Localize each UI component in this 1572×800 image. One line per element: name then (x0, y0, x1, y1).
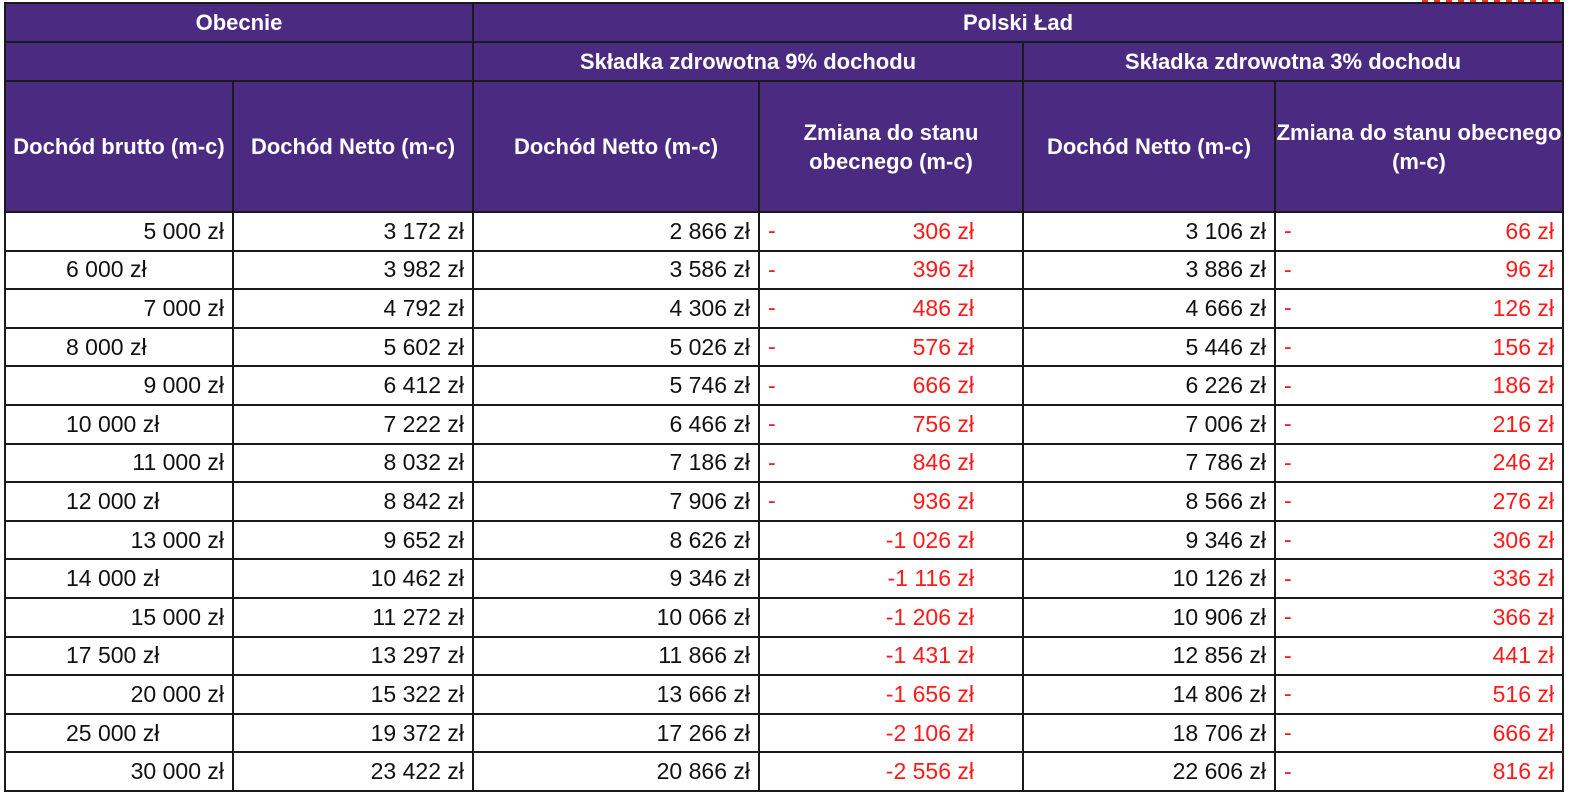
cell-change-3[interactable] (1275, 328, 1563, 367)
cell-change-3[interactable] (1275, 675, 1563, 714)
change-3-value: 336 zł (1492, 565, 1554, 592)
cell-netto-9[interactable]: 11 866 zł (473, 637, 759, 676)
change-9-value: -1 431 zł (885, 642, 974, 669)
cell-netto-current[interactable]: 11 272 zł (233, 598, 473, 637)
minus-sign: - (1284, 217, 1292, 244)
cell-brutto[interactable]: 9 000 zł (5, 366, 233, 405)
minus-sign: - (768, 487, 776, 514)
cell-netto-9[interactable]: 7 186 zł (473, 444, 759, 483)
minus-sign: - (1284, 256, 1292, 283)
change-3-value: 516 zł (1492, 680, 1554, 707)
cell-change-9[interactable] (759, 675, 1023, 714)
change-3-value: 126 zł (1492, 294, 1554, 321)
table-row (5, 521, 1563, 560)
cell-netto-3[interactable]: 3 106 zł (1023, 212, 1275, 251)
cell-change-9[interactable] (759, 482, 1023, 521)
cell-change-3[interactable] (1275, 212, 1563, 251)
cell-netto-current[interactable]: 6 412 zł (233, 366, 473, 405)
cell-brutto[interactable]: 25 000 zł (5, 714, 233, 753)
cell-change-9[interactable] (759, 366, 1023, 405)
change-9-value: -1 656 zł (885, 680, 974, 707)
cell-netto-3[interactable]: 22 606 zł (1023, 752, 1275, 791)
cell-netto-9[interactable]: 8 626 zł (473, 521, 759, 560)
cell-netto-3[interactable]: 9 346 zł (1023, 521, 1275, 560)
cell-netto-current[interactable]: 3 982 zł (233, 251, 473, 290)
cell-change-3[interactable] (1275, 289, 1563, 328)
cell-change-3[interactable] (1275, 444, 1563, 483)
cell-change-9[interactable] (759, 637, 1023, 676)
header-row-2 (5, 42, 1563, 81)
change-3-value: 306 zł (1492, 526, 1554, 553)
cell-brutto[interactable]: 17 500 zł (5, 637, 233, 676)
header-blank (5, 42, 473, 81)
minus-sign: - (1284, 642, 1292, 669)
table-row (5, 444, 1563, 483)
cell-brutto[interactable]: 30 000 zł (5, 752, 233, 791)
minus-sign: - (1284, 719, 1292, 746)
cell-netto-3[interactable]: 7 786 zł (1023, 444, 1275, 483)
col-header-netto-current: Dochód Netto (m-c) (233, 81, 473, 212)
minus-sign: - (1284, 372, 1292, 399)
col-header-netto-3: Dochód Netto (m-c) (1023, 81, 1275, 212)
change-9-value: 936 zł (912, 487, 974, 514)
cell-brutto[interactable]: 5 000 zł (5, 212, 233, 251)
cell-change-3[interactable] (1275, 482, 1563, 521)
cell-brutto[interactable]: 6 000 zł (5, 251, 233, 290)
minus-sign: - (1284, 294, 1292, 321)
col-header-change-3: Zmiana do stanu obecnego (m-c) (1275, 81, 1563, 212)
change-9-value: 756 zł (912, 410, 974, 437)
cell-netto-9[interactable]: 5 026 zł (473, 328, 759, 367)
cell-netto-3[interactable]: 10 126 zł (1023, 559, 1275, 598)
table-row (5, 366, 1563, 405)
change-3-value: 246 zł (1492, 449, 1554, 476)
change-3-value: 96 zł (1505, 256, 1554, 283)
cell-brutto[interactable]: 15 000 zł (5, 598, 233, 637)
cell-netto-9[interactable]: 10 066 zł (473, 598, 759, 637)
minus-sign: - (768, 372, 776, 399)
cell-change-3[interactable] (1275, 521, 1563, 560)
cell-brutto[interactable]: 8 000 zł (5, 328, 233, 367)
change-9-value: 576 zł (912, 333, 974, 360)
header-group-9: Składka zdrowotna 9% dochodu (473, 42, 1023, 81)
cell-netto-9[interactable]: 4 306 zł (473, 289, 759, 328)
change-3-value: 441 zł (1492, 642, 1554, 669)
change-3-value: 156 zł (1492, 333, 1554, 360)
change-3-value: 66 zł (1505, 217, 1554, 244)
minus-sign: - (1284, 526, 1292, 553)
cell-netto-9[interactable]: 5 746 zł (473, 366, 759, 405)
cell-change-9[interactable] (759, 212, 1023, 251)
cell-netto-3[interactable]: 7 006 zł (1023, 405, 1275, 444)
cell-change-3[interactable] (1275, 714, 1563, 753)
cell-netto-9[interactable]: 6 466 zł (473, 405, 759, 444)
minus-sign: - (1284, 449, 1292, 476)
cell-netto-current[interactable]: 7 222 zł (233, 405, 473, 444)
table-row (5, 637, 1563, 676)
cell-change-9[interactable] (759, 289, 1023, 328)
change-3-value: 276 zł (1492, 487, 1554, 514)
col-header-brutto: Dochód brutto (m-c) (5, 81, 233, 212)
change-9-value: 666 zł (912, 372, 974, 399)
cell-netto-current[interactable]: 8 842 zł (233, 482, 473, 521)
change-9-value: -2 106 zł (885, 719, 974, 746)
header-polski-lad: Polski Ład (473, 3, 1563, 42)
cell-netto-3[interactable]: 12 856 zł (1023, 637, 1275, 676)
change-3-value: 366 zł (1492, 603, 1554, 630)
cell-netto-9[interactable]: 13 666 zł (473, 675, 759, 714)
header-current: Obecnie (5, 3, 473, 42)
cell-change-9[interactable] (759, 328, 1023, 367)
minus-sign: - (1284, 487, 1292, 514)
cell-netto-current[interactable]: 13 297 zł (233, 637, 473, 676)
cell-netto-3[interactable]: 18 706 zł (1023, 714, 1275, 753)
cell-brutto[interactable]: 10 000 zł (5, 405, 233, 444)
cell-brutto[interactable]: 11 000 zł (5, 444, 233, 483)
income-comparison-table (4, 2, 1564, 792)
change-3-value: 666 zł (1492, 719, 1554, 746)
change-3-value: 186 zł (1492, 372, 1554, 399)
minus-sign: - (1284, 333, 1292, 360)
cell-netto-3[interactable]: 3 886 zł (1023, 251, 1275, 290)
cell-change-3[interactable] (1275, 598, 1563, 637)
cell-netto-current[interactable]: 4 792 zł (233, 289, 473, 328)
cell-netto-current[interactable]: 5 602 zł (233, 328, 473, 367)
table-row (5, 328, 1563, 367)
cell-change-3[interactable] (1275, 752, 1563, 791)
cell-netto-3[interactable]: 8 566 zł (1023, 482, 1275, 521)
cell-netto-current[interactable]: 19 372 zł (233, 714, 473, 753)
cell-netto-9[interactable]: 20 866 zł (473, 752, 759, 791)
change-9-value: 396 zł (912, 256, 974, 283)
cell-netto-9[interactable]: 3 586 zł (473, 251, 759, 290)
change-9-value: 486 zł (912, 294, 974, 321)
minus-sign: - (1284, 410, 1292, 437)
cell-netto-9[interactable]: 7 906 zł (473, 482, 759, 521)
change-9-value: -1 206 zł (885, 603, 974, 630)
header-group-3: Składka zdrowotna 3% dochodu (1023, 42, 1563, 81)
change-3-value: 816 zł (1492, 758, 1554, 785)
table-row (5, 559, 1563, 598)
cell-change-3[interactable] (1275, 251, 1563, 290)
minus-sign: - (1284, 565, 1292, 592)
change-3-value: 216 zł (1492, 410, 1554, 437)
cell-netto-current[interactable]: 3 172 zł (233, 212, 473, 251)
header-row-3 (5, 81, 1563, 212)
cell-netto-current[interactable]: 15 322 zł (233, 675, 473, 714)
table-row (5, 482, 1563, 521)
minus-sign: - (1284, 758, 1292, 785)
cell-brutto[interactable]: 12 000 zł (5, 482, 233, 521)
minus-sign: - (768, 410, 776, 437)
cell-change-9[interactable] (759, 598, 1023, 637)
cell-change-3[interactable] (1275, 559, 1563, 598)
cell-brutto[interactable]: 14 000 zł (5, 559, 233, 598)
cell-change-9[interactable] (759, 714, 1023, 753)
cell-netto-9[interactable]: 2 866 zł (473, 212, 759, 251)
cell-change-9[interactable] (759, 444, 1023, 483)
minus-sign: - (768, 333, 776, 360)
cell-change-3[interactable] (1275, 637, 1563, 676)
cell-brutto[interactable]: 7 000 zł (5, 289, 233, 328)
cell-netto-9[interactable]: 9 346 zł (473, 559, 759, 598)
table-row (5, 598, 1563, 637)
header-row-1 (5, 3, 1563, 42)
cell-netto-9[interactable]: 17 266 zł (473, 714, 759, 753)
table-row (5, 289, 1563, 328)
col-header-change-9: Zmiana do stanu obecnego (m-c) (759, 81, 1023, 212)
minus-sign: - (1284, 603, 1292, 630)
cell-change-9[interactable] (759, 559, 1023, 598)
table-row (5, 251, 1563, 290)
cell-change-3[interactable] (1275, 366, 1563, 405)
table-row (5, 212, 1563, 251)
minus-sign: - (768, 449, 776, 476)
change-9-value: 846 zł (912, 449, 974, 476)
col-header-netto-9: Dochód Netto (m-c) (473, 81, 759, 212)
cell-brutto[interactable]: 13 000 zł (5, 521, 233, 560)
table-row (5, 405, 1563, 444)
minus-sign: - (768, 294, 776, 321)
minus-sign: - (768, 256, 776, 283)
table-row (5, 675, 1563, 714)
table-row (5, 752, 1563, 791)
cell-netto-current[interactable]: 23 422 zł (233, 752, 473, 791)
change-9-value: 306 zł (912, 217, 974, 244)
minus-sign: - (1284, 680, 1292, 707)
cell-netto-3[interactable]: 10 906 zł (1023, 598, 1275, 637)
cell-netto-current[interactable]: 9 652 zł (233, 521, 473, 560)
cell-netto-3[interactable]: 6 226 zł (1023, 366, 1275, 405)
cell-change-9[interactable] (759, 251, 1023, 290)
cell-netto-current[interactable]: 8 032 zł (233, 444, 473, 483)
cell-netto-current[interactable]: 10 462 zł (233, 559, 473, 598)
change-9-value: -1 116 zł (887, 565, 974, 592)
table-row (5, 714, 1563, 753)
change-9-value: -2 556 zł (885, 758, 974, 785)
cell-brutto[interactable]: 20 000 zł (5, 675, 233, 714)
cell-netto-3[interactable]: 5 446 zł (1023, 328, 1275, 367)
minus-sign: - (768, 217, 776, 244)
cell-change-9[interactable] (759, 752, 1023, 791)
cell-change-9[interactable] (759, 521, 1023, 560)
change-9-value: -1 026 zł (885, 526, 974, 553)
cell-netto-3[interactable]: 14 806 zł (1023, 675, 1275, 714)
cell-change-3[interactable] (1275, 405, 1563, 444)
cell-netto-3[interactable]: 4 666 zł (1023, 289, 1275, 328)
cell-change-9[interactable] (759, 405, 1023, 444)
